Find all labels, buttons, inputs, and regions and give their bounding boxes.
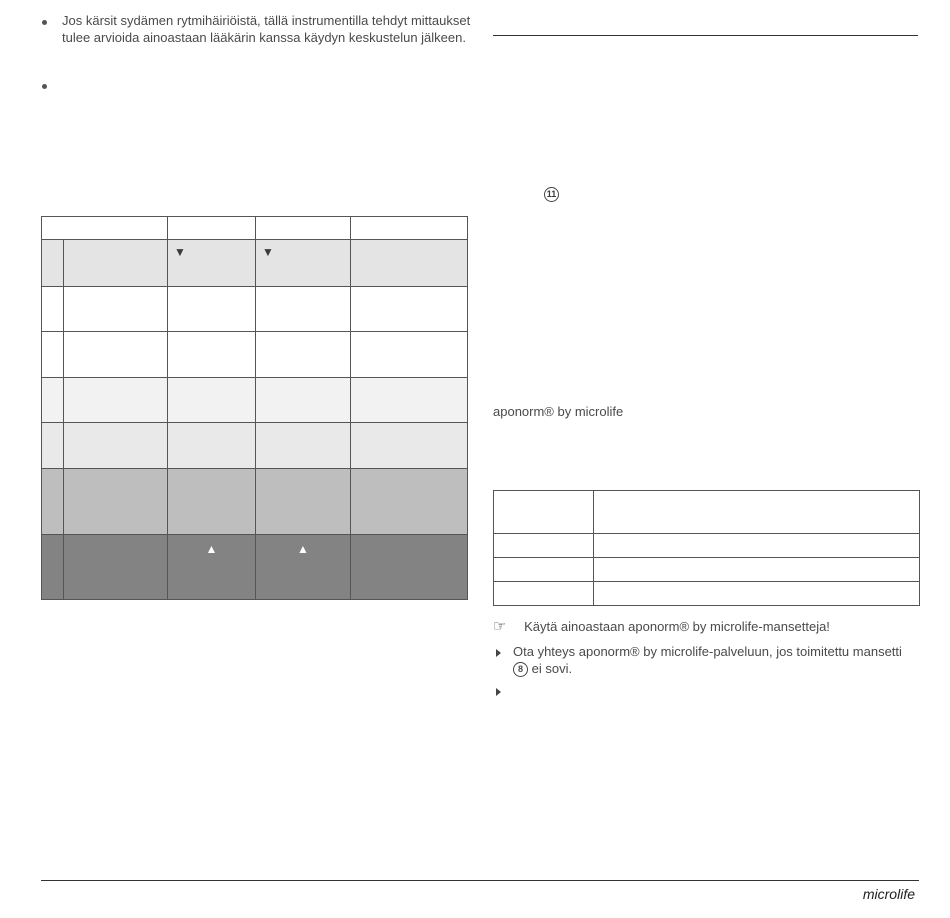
specification-table <box>493 490 920 606</box>
action-marker-icon <box>496 649 501 657</box>
table-cell <box>42 217 168 240</box>
table-row <box>42 240 468 287</box>
table-cell <box>351 332 468 378</box>
table-cell <box>351 535 468 600</box>
bullet-dot <box>42 20 47 25</box>
table-cell <box>256 423 351 469</box>
table-cell <box>494 582 594 606</box>
table-cell <box>494 534 594 558</box>
table-cell <box>256 240 351 287</box>
table-cell <box>64 332 168 378</box>
table-cell <box>494 558 594 582</box>
table-cell <box>256 332 351 378</box>
table-row <box>42 378 468 423</box>
table-cell <box>168 332 256 378</box>
table-cell <box>64 240 168 287</box>
action-marker-icon <box>496 688 501 696</box>
table-cell <box>351 469 468 535</box>
reference-number: 11 <box>544 187 559 202</box>
table-cell <box>168 423 256 469</box>
table-cell <box>351 423 468 469</box>
table-cell <box>168 217 256 240</box>
blood-pressure-classification-table <box>41 216 468 600</box>
action-text-1: Ota yhteys aponorm® by microlife-palveluun, jos toimitettu mansetti 8 ei sovi. <box>513 644 902 676</box>
arrow-up-icon: ▲ <box>297 542 309 556</box>
table-cell <box>351 217 468 240</box>
table-cell <box>351 287 468 332</box>
table-cell <box>64 287 168 332</box>
table-cell <box>64 469 168 535</box>
table-cell <box>168 240 256 287</box>
pointing-hand-icon: ☞ <box>493 618 507 635</box>
table-row <box>42 287 468 332</box>
table-row <box>494 582 920 606</box>
table-cell <box>256 535 351 600</box>
table-cell <box>351 378 468 423</box>
table-cell <box>256 469 351 535</box>
note-row <box>493 617 933 635</box>
table-header-row <box>42 217 468 240</box>
table-cell <box>594 534 920 558</box>
table-row <box>42 535 468 600</box>
arrow-up-icon: ▲ <box>205 542 218 556</box>
bullet-text-1: Jos kärsit sydämen rytmihäiriöistä, tällä instrumentilla tehdyt mittaukset tulee arvioida ainoastaan lääkärin kanssa käydyn keskustelun jälkeen. <box>62 13 471 45</box>
table-row <box>494 558 920 582</box>
arrow-down-icon: ▼ <box>174 245 186 259</box>
table-row <box>494 491 920 534</box>
table-cell <box>494 491 594 534</box>
arrow-down-icon: ▼ <box>262 245 274 259</box>
footer-divider <box>41 880 919 881</box>
table-cell <box>256 217 351 240</box>
table-cell <box>42 240 64 287</box>
table-cell <box>168 469 256 535</box>
bullet-dot <box>42 84 47 89</box>
table-cell <box>168 378 256 423</box>
table-cell <box>594 558 920 582</box>
table-cell <box>42 535 64 600</box>
table-cell <box>42 287 64 332</box>
section-divider <box>493 35 918 36</box>
table-cell <box>42 423 64 469</box>
microlife-logo: microlife <box>862 886 915 902</box>
table-row <box>494 534 920 558</box>
table-cell <box>42 469 64 535</box>
table-cell <box>256 287 351 332</box>
table-cell <box>594 491 920 534</box>
table-row <box>42 332 468 378</box>
table-cell <box>42 378 64 423</box>
table-cell <box>256 378 351 423</box>
table-cell <box>64 378 168 423</box>
brand-label: aponorm® by microlife <box>493 404 624 419</box>
table-cell <box>168 287 256 332</box>
table-cell <box>42 332 64 378</box>
table-row <box>42 469 468 535</box>
table-row <box>42 423 468 469</box>
table-cell <box>351 240 468 287</box>
table-cell <box>168 535 256 600</box>
reference-marker <box>544 186 559 202</box>
note-text: Käytä ainoastaan aponorm® by microlife-mansetteja! <box>524 619 830 634</box>
table-cell <box>64 535 168 600</box>
table-cell <box>64 423 168 469</box>
table-cell <box>594 582 920 606</box>
reference-number: 8 <box>513 662 528 677</box>
